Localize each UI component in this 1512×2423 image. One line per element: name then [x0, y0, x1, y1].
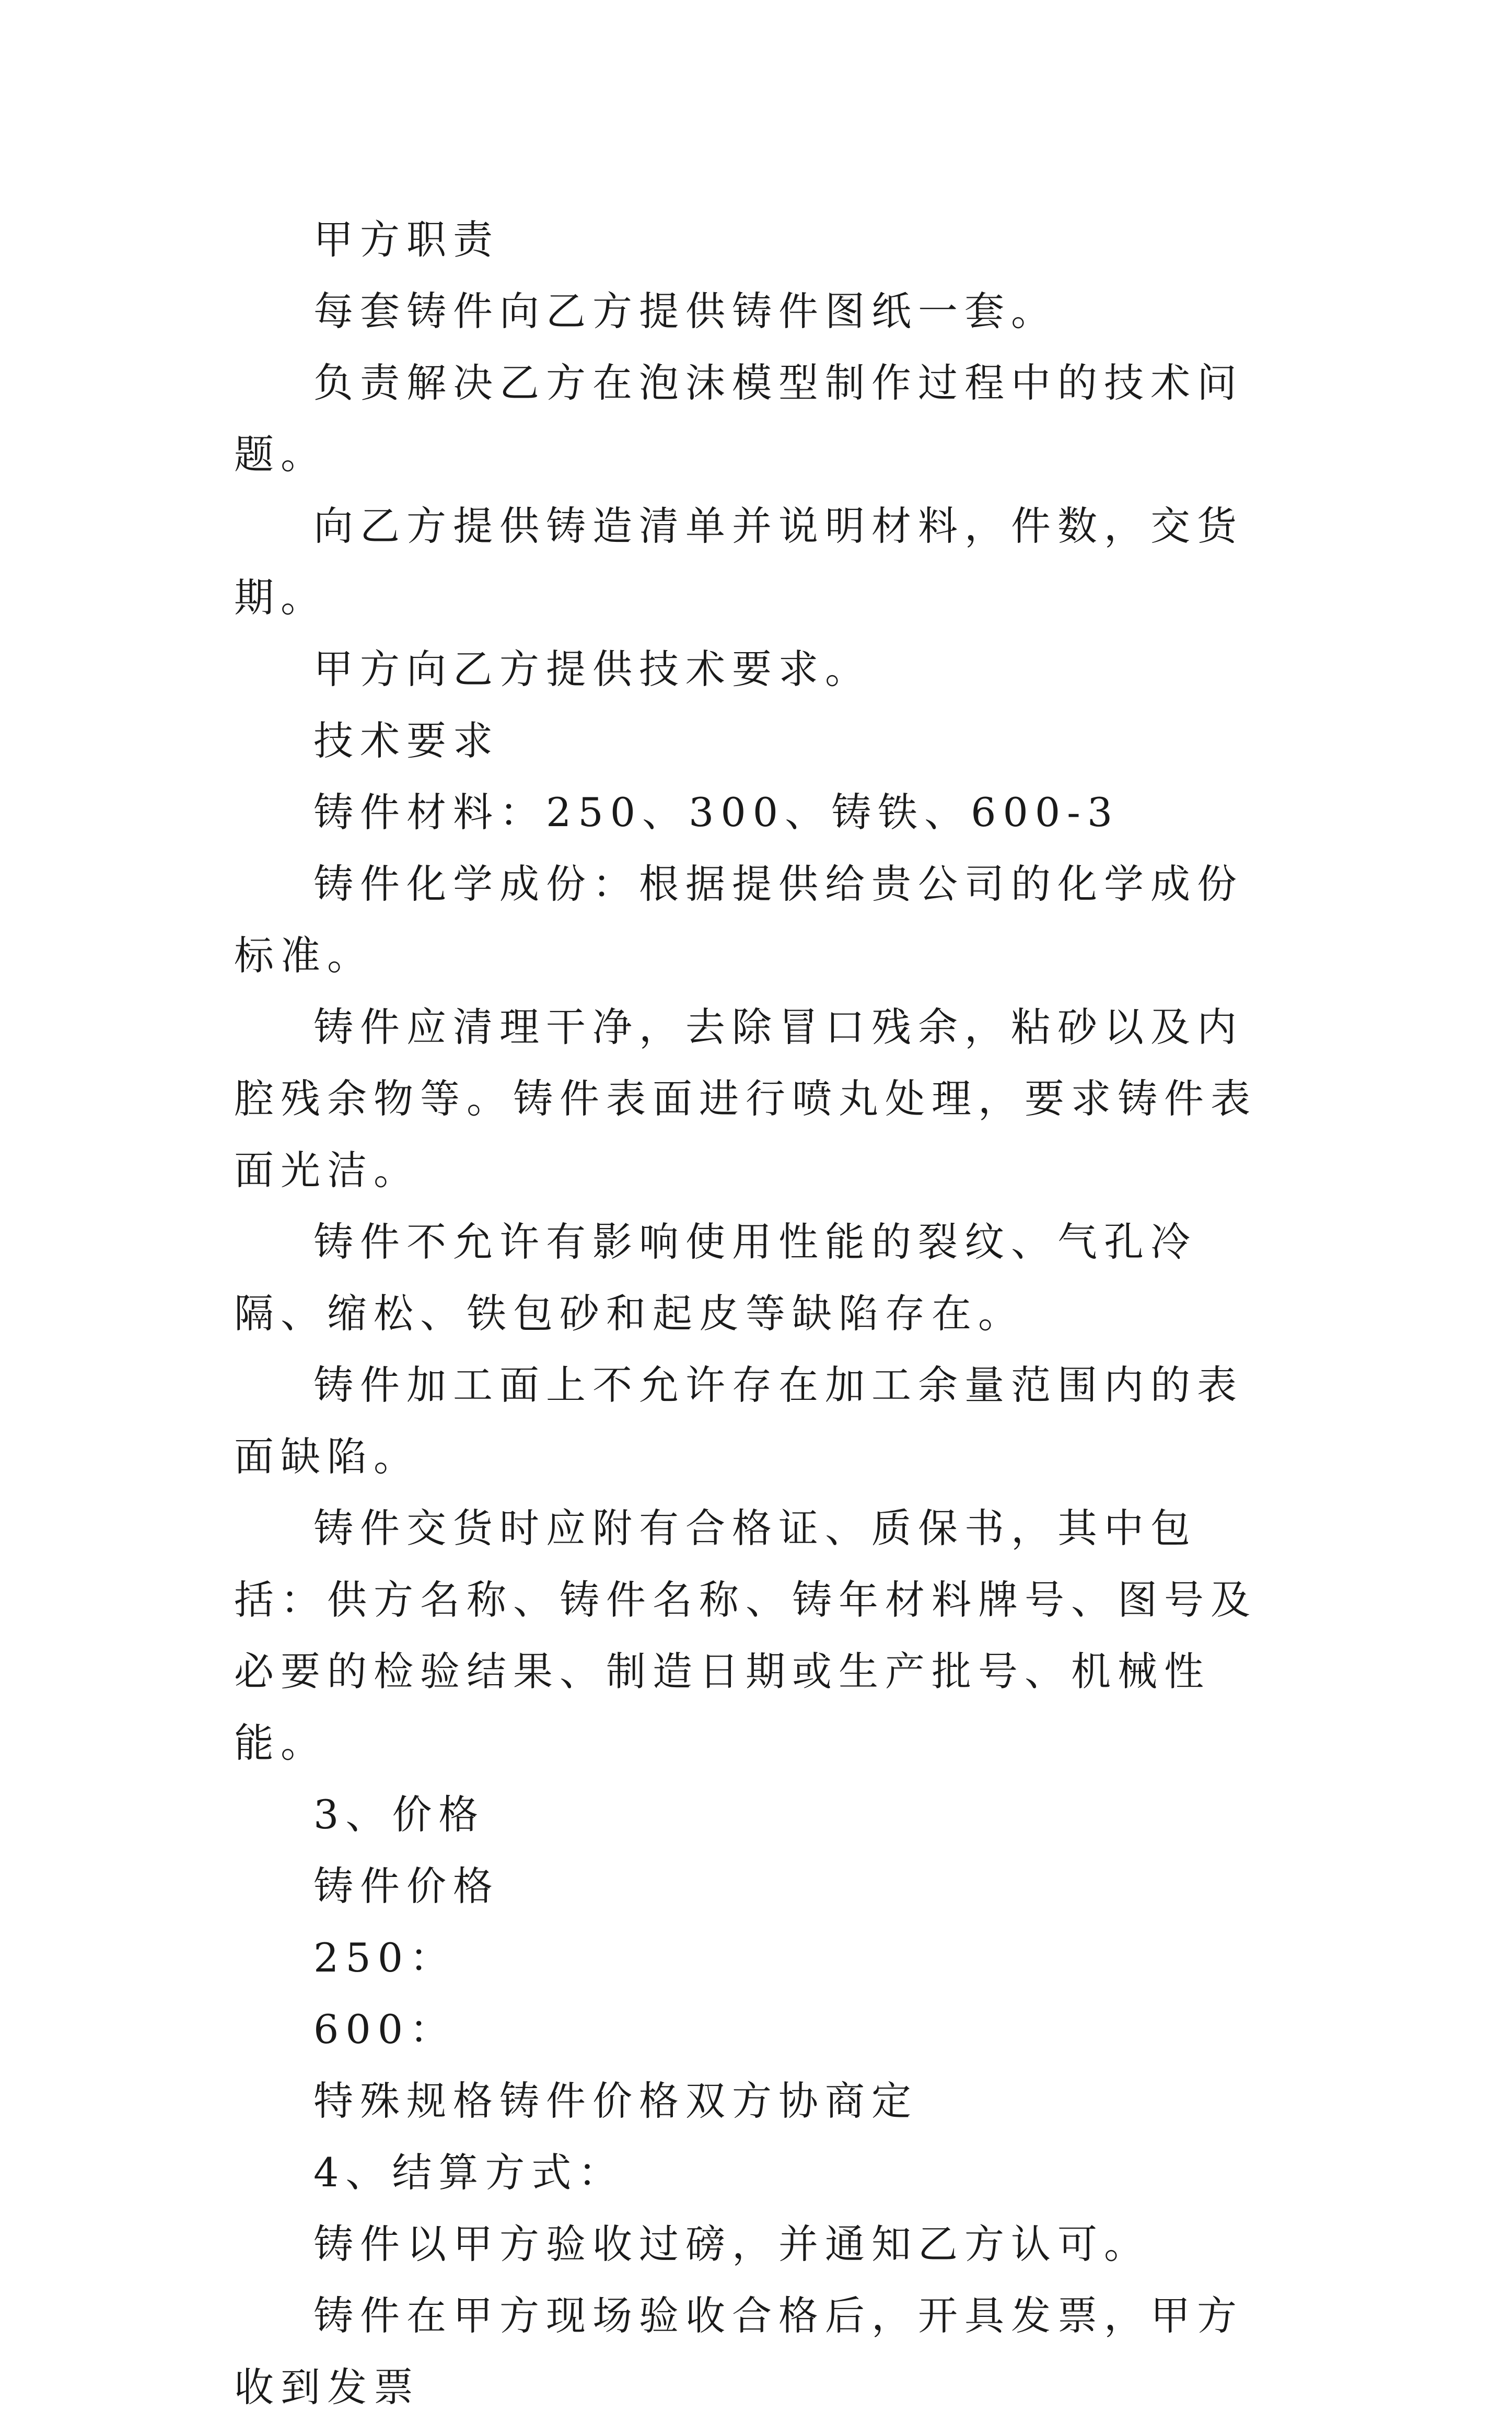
- paragraph-8: 铸件化学成份：根据提供给贵公司的化学成份标准。: [234, 861, 1243, 979]
- paragraph-3: 负责解决乙方在泡沫模型制作过程中的技术问题。: [234, 360, 1243, 478]
- paragraph-16: 600：: [313, 2006, 457, 2053]
- paragraph-7: 铸件材料：250、300、铸铁、600-3: [313, 789, 1120, 836]
- paragraph-9: 铸件应清理干净，去除冒口残余，粘砂以及内腔残余物等。铸件表面进行喷丸处理，要求铸件表面光洁。: [234, 1004, 1257, 1193]
- paragraph-18: 4、结算方式：: [313, 2149, 625, 2196]
- paragraph-11: 铸件加工面上不允许存在加工余量范围内的表面缺陷。: [234, 1362, 1243, 1480]
- paragraph-17: 特殊规格铸件价格双方协商定: [313, 2078, 918, 2124]
- paragraph-12: 铸件交货时应附有合格证、质保书，其中包括：供方名称、铸件名称、铸年材料牌号、图号及必要的检验结果、制造日期或生产批号、机械性能。: [234, 1505, 1257, 1766]
- paragraph-15: 250：: [313, 1934, 457, 1981]
- paragraph-20: 铸件在甲方现场验收合格后，开具发票，甲方收到发票: [234, 2292, 1243, 2410]
- paragraph-5: 甲方向乙方提供技术要求。: [313, 646, 871, 692]
- paragraph-1: 甲方职责: [313, 216, 499, 263]
- paragraph-10: 铸件不允许有影响使用性能的裂纹、气孔冷隔、缩松、铁包砂和起皮等缺陷存在。: [234, 1219, 1197, 1337]
- paragraph-14: 铸件价格: [313, 1863, 499, 1909]
- paragraph-13: 3、价格: [313, 1791, 485, 1838]
- paragraph-6: 技术要求: [313, 717, 499, 764]
- paragraph-19: 铸件以甲方验收过磅，并通知乙方认可。: [313, 2221, 1150, 2267]
- document-body: [234, 204, 1279, 2423]
- paragraph-4: 向乙方提供铸造清单并说明材料，件数，交货期。: [234, 503, 1243, 621]
- paragraph-2: 每套铸件向乙方提供铸件图纸一套。: [313, 288, 1057, 334]
